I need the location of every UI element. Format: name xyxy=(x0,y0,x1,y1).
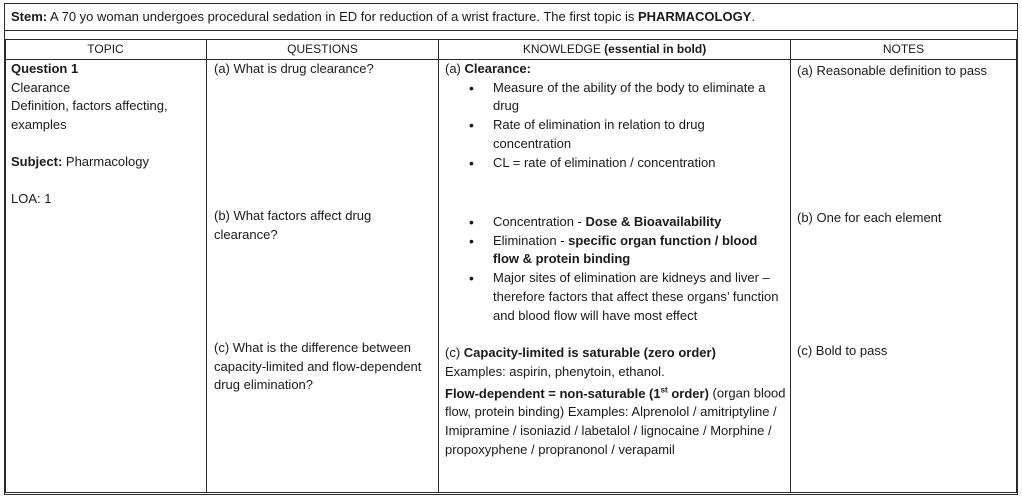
knowledge-b-bullet-3: • Major sites of elimination are kidneys and liver – therefore factors that affect these organs’ function and blood flow will have most effect xyxy=(445,269,785,325)
subject-line xyxy=(11,153,203,172)
knowledge-c xyxy=(445,344,789,460)
knowledge-b-bullet-1 xyxy=(445,213,785,232)
knowledge-c-flow-sup: st xyxy=(660,385,668,395)
knowledge-b-bullet-2-text: Elimination - xyxy=(493,232,569,248)
knowledge-a xyxy=(445,60,785,172)
stem-text: A 70 yo woman undergoes procedural sedation in ED for reduction of a wrist fracture. The first topic is xyxy=(47,9,638,24)
topic-line-2: Definition, factors affecting, xyxy=(11,98,168,114)
header-knowledge-note: (essential in bold) xyxy=(604,42,707,56)
knowledge-c-prefix: (c) xyxy=(445,345,464,360)
question-title: Question 1 xyxy=(11,61,79,76)
knowledge-c-capacity: Capacity-limited is saturable (zero order) xyxy=(463,345,716,360)
subject-label: Subject: xyxy=(11,153,63,169)
subject-value: Pharmacology xyxy=(62,153,150,169)
stem-period: . xyxy=(751,9,755,24)
knowledge-c-flow-pre: Flow-dependent = non-saturable (1 xyxy=(445,385,661,401)
header-knowledge-label: KNOWLEDGE xyxy=(522,42,605,56)
col-line-4 xyxy=(1016,40,1017,492)
knowledge-c-flow-post: order) xyxy=(667,385,709,401)
knowledge-a-bullet-2: • Rate of elimination in relation to drug concentration xyxy=(445,116,785,153)
header-questions: QUESTIONS xyxy=(287,42,358,56)
knowledge-b-bullet-1-bold: Dose & Bioavailability xyxy=(585,214,722,229)
stem-topic-name: PHARMACOLOGY xyxy=(637,9,752,24)
col-line-3 xyxy=(790,40,791,492)
knowledge-b-bullet-1-text: Concentration - xyxy=(493,214,586,229)
header-topic: TOPIC xyxy=(87,42,124,56)
knowledge-b-bullet-2-bold: specific organ function / blood flow & protein binding xyxy=(493,232,758,267)
topic-cell xyxy=(11,60,203,208)
knowledge-b-bullet-2 xyxy=(445,232,785,269)
topic-line-1: Clearance xyxy=(11,79,71,95)
note-a: (a) Reasonable definition to pass xyxy=(797,63,988,78)
question-c: (c) What is the difference between capacity-limited and flow-dependent drug elimination? xyxy=(214,340,422,393)
stem-label: Stem: xyxy=(11,9,48,24)
note-c: (c) Bold to pass xyxy=(797,343,888,358)
knowledge-a-bullet-3: • CL = rate of elimination / concentration xyxy=(445,154,785,173)
knowledge-c-rest: (organ blood flow, protein binding) Examples: Alprenolol / amitriptyline / Imipramine / isoniazid / labetalol / lignocaine / Morphine / propoxyphene / propranonol / verapamil xyxy=(445,385,786,457)
question-b: (b) What factors affect drug clearance? xyxy=(214,208,372,242)
header-notes: NOTES xyxy=(882,42,925,56)
col-line-2 xyxy=(438,40,439,492)
note-b: (b) One for each element xyxy=(797,210,942,225)
stem-bar xyxy=(5,4,1017,31)
question-a: (a) What is drug clearance? xyxy=(214,61,374,76)
knowledge-b xyxy=(445,213,785,325)
knowledge-a-bullet-1: • Measure of the ability of the body to eliminate a drug xyxy=(445,79,785,116)
col-line-0 xyxy=(5,40,6,492)
col-line-1 xyxy=(206,40,207,492)
table-bottom-line xyxy=(5,492,1017,493)
knowledge-c-flow xyxy=(445,386,709,401)
topic-line-3: examples xyxy=(11,117,67,133)
knowledge-c-examples: Examples: aspirin, phenytoin, ethanol. xyxy=(445,363,665,379)
knowledge-a-prefix: (a) xyxy=(445,61,465,76)
header-top-line xyxy=(5,39,1017,40)
assessment-table xyxy=(4,3,1018,495)
header-knowledge xyxy=(439,42,790,56)
loa-line: LOA: 1 xyxy=(11,190,52,206)
knowledge-a-title: Clearance: xyxy=(464,61,531,76)
